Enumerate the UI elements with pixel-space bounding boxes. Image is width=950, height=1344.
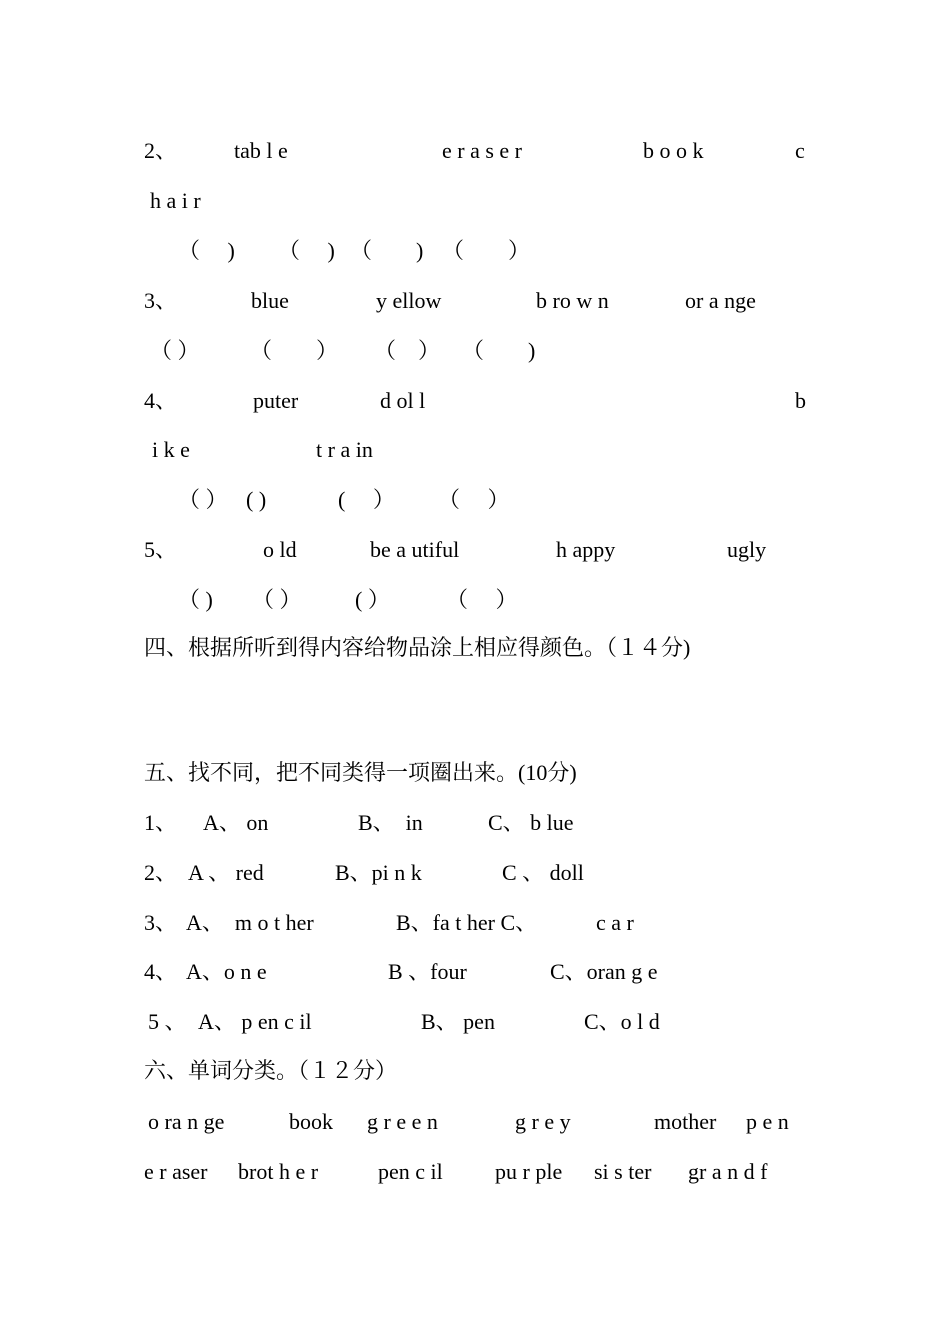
item-3-paren-4: （ ) (462, 338, 536, 363)
item-2-paren-3: （ ) (350, 238, 424, 263)
s5-row-4-a: A、o n e (186, 959, 267, 984)
s5-row-4-num: 4、 (144, 959, 178, 984)
item-5-paren-3: ( ） (355, 587, 390, 612)
item-4-label: 4、 (144, 388, 178, 413)
s5-row-5-a: A、 p en c il (198, 1009, 312, 1034)
s5-row-2-num: 2、 (144, 860, 178, 885)
s5-row-1-num: 1、 (144, 810, 178, 835)
s6-word-10: pu r ple (495, 1159, 563, 1184)
item-4-word-3: b (795, 388, 806, 413)
s6-word-8: brot h e r (238, 1159, 319, 1184)
s5-row-4-b: B 、four (388, 959, 467, 984)
s5-row-3-c: c a r (596, 910, 634, 935)
item-2-word-2: e r a s e r (442, 138, 523, 163)
item-4-paren-1: （ ） (178, 487, 228, 512)
s5-row-5-num: 5 、 (148, 1009, 187, 1034)
s5-row-4-c: C、oran g e (550, 959, 658, 984)
s6-word-4: g r e y (515, 1109, 571, 1134)
item-5-paren-4: （ ） (446, 587, 518, 612)
item-5-paren-1: （ ) (178, 587, 213, 612)
item-3-paren-2: （ ） (250, 338, 339, 363)
s5-row-1-b: B、 in (358, 810, 423, 835)
item-2-paren-4: （ ） (442, 238, 531, 263)
s5-row-1-a: A、 on (203, 810, 269, 835)
item-5-word-4: ugly (727, 537, 767, 562)
item-4-word-1: puter (253, 388, 299, 413)
item-4-wrap-2: t r a in (316, 437, 373, 462)
s6-word-3: g r e e n (367, 1109, 438, 1134)
item-5-word-3: h appy (556, 537, 616, 562)
item-4-paren-3: ( ） (338, 487, 395, 512)
item-4-paren-2: ( ) (246, 487, 267, 512)
item-5-word-2: be a utiful (370, 537, 460, 562)
s5-row-3-b: B、fa t her C、 (396, 910, 538, 935)
s5-row-3-a: A、 m o t her (186, 910, 314, 935)
item-3-label: 3、 (144, 288, 178, 313)
s6-word-2: book (289, 1109, 333, 1134)
s5-row-5-b: B、 pen (421, 1009, 495, 1034)
s6-word-6: p e n (746, 1109, 789, 1134)
s6-word-11: si s ter (594, 1159, 652, 1184)
item-4-paren-4: （ ） (438, 487, 510, 512)
s6-word-5: mother (654, 1109, 717, 1134)
item-2-word-4: c (795, 138, 805, 163)
item-3-word-4: or a nge (685, 288, 756, 313)
s5-row-2-b: B、pi n k (335, 860, 422, 885)
item-3-word-2: y ellow (376, 288, 442, 313)
item-3-word-3: b ro w n (536, 288, 609, 313)
s6-word-9: pen c il (378, 1159, 443, 1184)
section-6-heading: 六、单词分类。（１２分） (144, 1058, 398, 1083)
s5-row-5-c: C、o l d (584, 1009, 660, 1034)
item-2-wrap: h a i r (150, 188, 201, 213)
s5-row-3-num: 3、 (144, 910, 178, 935)
item-5-paren-2: （ ） (252, 587, 302, 612)
item-3-word-1: blue (251, 288, 289, 313)
item-2-paren-1: （ ) (178, 238, 235, 263)
item-4-wrap-1: i k e (152, 437, 190, 462)
item-3-paren-3: （ ） (374, 338, 441, 363)
s5-row-2-c: C 、 doll (502, 860, 584, 885)
item-3-paren-1: （ ） (150, 338, 200, 363)
section-4-heading: 四、根据所听到得内容给物品涂上相应得颜色。（１４分) (144, 635, 691, 660)
item-2-word-3: b o o k (643, 138, 704, 163)
item-2-word-1: tab l e (234, 138, 288, 163)
s6-word-7: e r aser (144, 1159, 208, 1184)
s6-word-1: o ra n ge (148, 1109, 225, 1134)
item-2-label: 2、 (144, 138, 178, 163)
section-5-heading: 五、找不同，把不同类得一项圈出来。(10分) (144, 760, 577, 785)
s5-row-2-a: A 、 red (188, 860, 264, 885)
s6-word-12: gr a n d f (688, 1159, 768, 1184)
s5-row-1-c: C、 b lue (488, 810, 574, 835)
item-5-label: 5、 (144, 537, 178, 562)
item-2-paren-2: （ ) (278, 238, 335, 263)
item-4-word-2: d ol l (380, 388, 426, 413)
item-5-word-1: o ld (263, 537, 297, 562)
